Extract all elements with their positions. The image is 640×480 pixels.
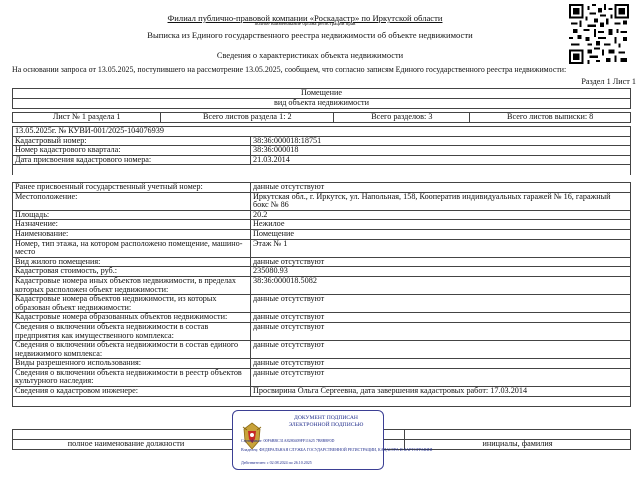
row-value: данные отсутствуют bbox=[251, 341, 631, 359]
blank-row bbox=[13, 396, 631, 406]
name-cell bbox=[405, 430, 631, 440]
qr-code-icon bbox=[569, 4, 629, 64]
stamp-title: ДОКУМЕНТ ПОДПИСАН ЭЛЕКТРОННОЙ ПОДПИСЬЮ bbox=[288, 415, 364, 428]
e-signature-stamp bbox=[232, 410, 433, 470]
table-row bbox=[13, 210, 631, 220]
section-label: Раздел 1 Лист 1 bbox=[581, 77, 636, 86]
row-label: Назначение: bbox=[13, 220, 251, 230]
table-row bbox=[13, 313, 631, 323]
stamp-valid: Действителен: с 02.08.2024 по 26.10.2025 bbox=[241, 460, 312, 465]
spacer-row bbox=[13, 165, 631, 176]
intro-text: На основании запроса от 13.05.2025, поступившего на рассмотрение 13.05.2025, сообщаем, что согласно записям Единого государственного реестра недвижимости: bbox=[12, 65, 567, 74]
row-value: Этаж № 1 bbox=[251, 239, 631, 257]
row-value: данные отсутствуют bbox=[251, 257, 631, 267]
sections-total: Всего разделов: 3 bbox=[334, 113, 470, 123]
row-label: Ранее присвоенный государственный учетный номер: bbox=[13, 183, 251, 193]
stamp-owner: Владелец: ФЕДЕРАЛЬНАЯ СЛУЖБА ГОСУДАРСТВЕННОЙ РЕГИСТРАЦИИ, КАДАСТРА И КАРТОГРАФИИ bbox=[241, 447, 433, 452]
table-row bbox=[13, 192, 631, 210]
extract-title: Выписка из Единого государственного реестра недвижимости об объекте недвижимости bbox=[147, 30, 473, 40]
row-value: 38:36:000018 bbox=[251, 146, 631, 156]
row-label: Кадастровые номера образованных объектов недвижимости: bbox=[13, 313, 251, 323]
org-name: Филиал публично-правовой компании «Роскадастр» по Иркутской области bbox=[167, 13, 443, 23]
row-value: данные отсутствуют bbox=[251, 295, 631, 313]
object-kind-table bbox=[12, 88, 631, 109]
row-value: данные отсутствуют bbox=[251, 359, 631, 369]
name-caption: инициалы, фамилия bbox=[405, 440, 631, 450]
table-row bbox=[13, 155, 631, 165]
table-row bbox=[13, 220, 631, 230]
row-value: Помещение bbox=[251, 229, 631, 239]
row-value: Нежилое bbox=[251, 220, 631, 230]
table-row bbox=[13, 295, 631, 313]
row-value: 235080.93 bbox=[251, 267, 631, 277]
row-label: Сведения о включении объекта недвижимости в состав единого недвижимого комплекса: bbox=[13, 341, 251, 359]
object-kind-caption: вид объекта недвижимости bbox=[13, 99, 631, 109]
row-label: Сведения о включении объекта недвижимости в реестр объектов культурного наследия: bbox=[13, 368, 251, 386]
row-label: Местоположение: bbox=[13, 192, 251, 210]
row-value: 38:36:000018.5082 bbox=[251, 276, 631, 294]
row-label: Вид жилого помещения: bbox=[13, 257, 251, 267]
info-title: Сведения о характеристиках объекта недвижимости bbox=[216, 51, 404, 60]
row-label: Номер, тип этажа, на котором расположено помещение, машино-место bbox=[13, 239, 251, 257]
sheets-total: Всего листов раздела 1: 2 bbox=[161, 113, 334, 123]
table-row bbox=[13, 359, 631, 369]
row-value: данные отсутствуют bbox=[251, 313, 631, 323]
row-value: данные отсутствуют bbox=[251, 183, 631, 193]
table-row bbox=[13, 341, 631, 359]
extract-number: 13.05.2025г. № КУВИ-001/2025-104076939 bbox=[13, 127, 631, 137]
row-value: 20.2 bbox=[251, 210, 631, 220]
row-value: данные отсутствуют bbox=[251, 368, 631, 386]
row-label: Наименование: bbox=[13, 229, 251, 239]
row-value: 38:36:000018:18751 bbox=[251, 136, 631, 146]
table-row bbox=[13, 146, 631, 156]
row-label: Сведения о включении объекта недвижимости в состав предприятия как имущественного комплекса: bbox=[13, 322, 251, 340]
row-value: 21.03.2014 bbox=[251, 155, 631, 165]
detail-table bbox=[12, 182, 631, 407]
table-row bbox=[13, 368, 631, 386]
row-value: данные отсутствуют bbox=[251, 322, 631, 340]
position-caption: полное наименование должности bbox=[13, 440, 240, 450]
row-label: Сведения о кадастровом инженере: bbox=[13, 387, 251, 397]
row-label: Номер кадастрового квартала: bbox=[13, 146, 251, 156]
row-label: Виды разрешенного использования: bbox=[13, 359, 251, 369]
table-row bbox=[13, 183, 631, 193]
table-row bbox=[13, 239, 631, 257]
table-row bbox=[13, 322, 631, 340]
org-caption: полное наименование органа регистрации прав bbox=[254, 22, 356, 27]
row-label: Дата присвоения кадастрового номера: bbox=[13, 155, 251, 165]
stamp-cert: Сертификат: 00F6BBC31A8280409FF11625 7B8B8F0D bbox=[241, 438, 335, 443]
row-label: Кадастровые номера объектов недвижимости, из которых образован объект недвижимости: bbox=[13, 295, 251, 313]
table-row bbox=[13, 229, 631, 239]
position-cell bbox=[13, 430, 240, 440]
sheets-extract: Всего листов выписки: 8 bbox=[470, 113, 631, 123]
object-kind: Помещение bbox=[13, 89, 631, 99]
row-label: Кадастровый номер: bbox=[13, 136, 251, 146]
row-value: Иркутская обл., г. Иркутск, ул. Напольная, 158, Кооператив индивидуальных гаражей № 16, гаражный бокс № 86 bbox=[251, 192, 631, 210]
main-table bbox=[12, 126, 631, 175]
row-value: Просвирина Ольга Сергеевна, дата завершения кадастровых работ: 17.03.2014 bbox=[251, 387, 631, 397]
row-label: Кадастровые номера иных объектов недвижимости, в пределах которых расположен объект недвижимости: bbox=[13, 276, 251, 294]
table-row bbox=[13, 276, 631, 294]
row-label: Площадь: bbox=[13, 210, 251, 220]
row-label: Кадастровая стоимость, руб.: bbox=[13, 267, 251, 277]
sheet-number: Лист № 1 раздела 1 bbox=[13, 113, 161, 123]
table-row bbox=[13, 267, 631, 277]
sheet-info-table bbox=[12, 112, 631, 123]
table-row bbox=[13, 387, 631, 397]
